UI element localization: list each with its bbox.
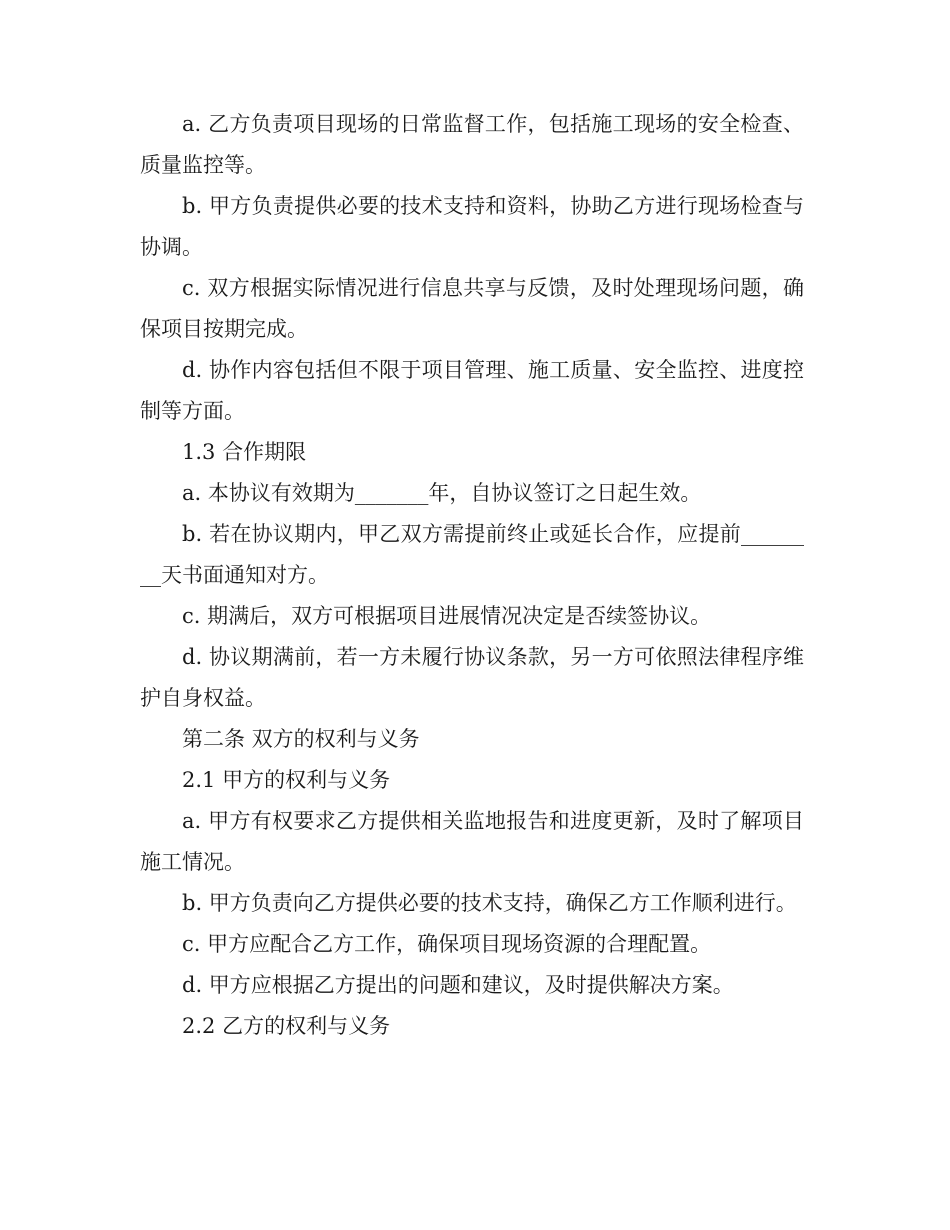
- paragraph-1-2a: a. 乙方负责项目现场的日常监督工作，包括施工现场的安全检查、质量监控等。: [140, 112, 804, 177]
- paragraph-1-3b: b. 若在协议期内，甲乙双方需提前终止或延长合作，应提前________天书面通知对方。: [140, 522, 804, 587]
- paragraph-1-3d: d. 协议期满前，若一方未履行协议条款，另一方可依照法律程序维护自身权益。: [140, 645, 804, 710]
- paragraph-1-2b: b. 甲方负责提供必要的技术支持和资料，协助乙方进行现场检查与协调。: [140, 194, 804, 259]
- section-heading-2-1: 2.1 甲方的权利与义务: [182, 768, 391, 792]
- paragraph-2-1b: b. 甲方负责向乙方提供必要的技术支持，确保乙方工作顺利进行。: [182, 891, 797, 915]
- article-heading-2: 第二条 双方的权利与义务: [182, 727, 420, 751]
- paragraph-1-3a: a. 本协议有效期为_______年，自协议签订之日起生效。: [182, 481, 702, 505]
- paragraph-1-2c: c. 双方根据实际情况进行信息共享与反馈，及时处理现场问题，确保项目按期完成。: [140, 276, 804, 341]
- section-heading-2-2: 2.2 乙方的权利与义务: [182, 1014, 391, 1038]
- paragraph-1-2d: d. 协作内容包括但不限于项目管理、施工质量、安全监控、进度控制等方面。: [140, 358, 804, 423]
- paragraph-2-1c: c. 甲方应配合乙方工作，确保项目现场资源的合理配置。: [182, 932, 712, 956]
- paragraph-2-1a: a. 甲方有权要求乙方提供相关监地报告和进度更新，及时了解项目施工情况。: [140, 809, 804, 874]
- paragraph-1-3c: c. 期满后，双方可根据项目进展情况决定是否续签协议。: [182, 604, 712, 628]
- paragraph-2-1d: d. 甲方应根据乙方提出的问题和建议，及时提供解决方案。: [182, 973, 734, 997]
- section-heading-1-3: 1.3 合作期限: [182, 440, 307, 464]
- document-body: [140, 104, 804, 1047]
